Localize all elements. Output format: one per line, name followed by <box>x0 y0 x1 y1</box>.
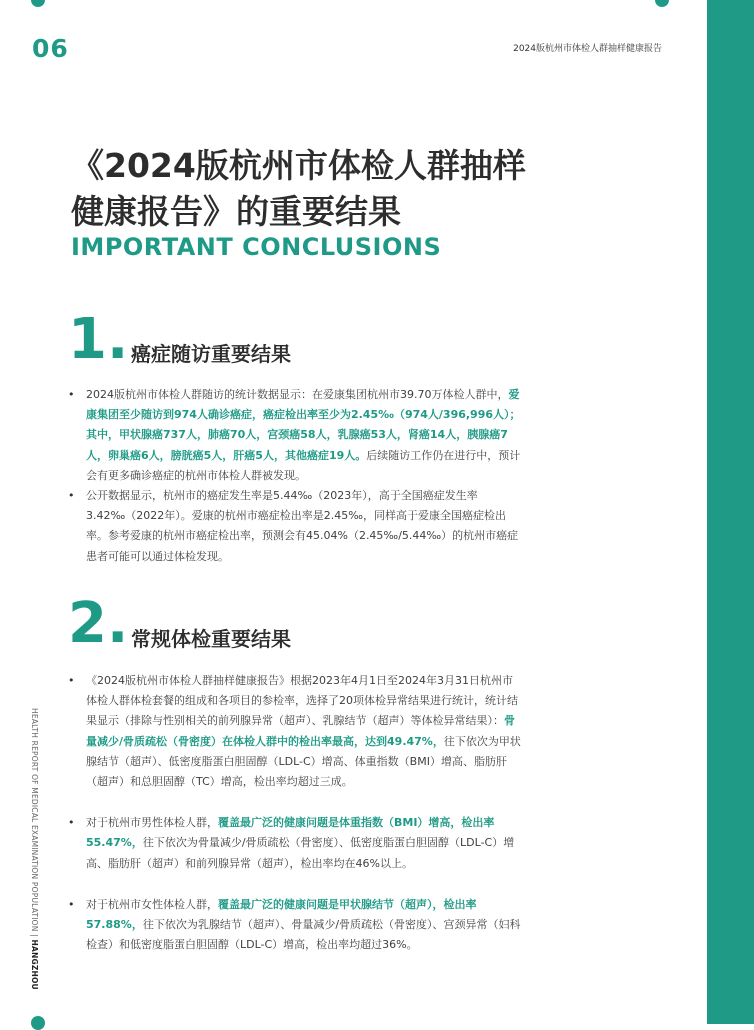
corner-dot-top-left <box>31 0 45 7</box>
bullet-highlight: 覆盖最广泛的健康问题是体重指数（BMI）增高，检出率55.47%， <box>86 816 495 850</box>
bullet-text: 对于杭州市男性体检人群， <box>86 816 218 830</box>
section-2-title: 常规体检重要结果 <box>131 627 291 651</box>
side-label-main: HEALTH REPORT OF MEDICAL EXAMINATION POPULATION <box>30 708 39 932</box>
corner-dot-top-right <box>655 0 669 7</box>
side-label-city: HANGZHOU <box>30 939 39 990</box>
running-header: 2024版杭州市体检人群抽样健康报告 <box>513 44 662 54</box>
bullet-item <box>68 486 523 567</box>
page-title <box>71 143 631 235</box>
right-accent-bar <box>707 0 754 1024</box>
bullet-text: 公开数据显示，杭州市的癌症发生率是5.44‰（2023年），高于全国癌症发生率3.42‰（2022年）。爱康的杭州市癌症检出率是2.45‰，同样高于爱康全国癌症检出率。参考爱康的杭州市癌症检出率，预测会有45.04%（2.45‰/5.44‰）的杭州市癌症患者可能可以通过体检发现。 <box>86 489 519 563</box>
bullet-item <box>68 671 523 792</box>
page-title-line-1: 《2024版杭州市体检人群抽样 <box>71 146 526 185</box>
side-label-separator: | <box>30 934 39 937</box>
side-vertical-label <box>30 708 39 990</box>
bullet-highlight: 爱康集团至少随访到974人确诊癌症，癌症检出率至少为2.45‰（974人/396,996人）；其中，甲状腺癌737人，肺癌70人，宫颈癌58人，乳腺癌53人，肾癌14人，胰腺癌7人，卵巢癌6人，膀胱癌5人，肝癌5人，其他癌症19人。 <box>86 388 521 462</box>
bullet-text: 往下依次为甲状腺结节（超声）、低密度脂蛋白胆固醇（LDL-C）增高、体重指数（BMI）增高、脂肪肝（超声）和总胆固醇（TC）增高，检出率均超过三成。 <box>86 734 521 789</box>
bullet-highlight: 骨量减少/骨质疏松（骨密度）在体检人群中的检出率最高，达到49.47%， <box>86 714 515 748</box>
page-number: 06 <box>32 34 69 63</box>
page-subtitle: IMPORTANT CONCLUSIONS <box>71 233 442 261</box>
bullet-item <box>68 895 523 956</box>
bullet-highlight: 覆盖最广泛的健康问题是甲状腺结节（超声），检出率57.88%， <box>86 897 477 932</box>
page-title-line-2: 健康报告》的重要结果 <box>71 192 401 231</box>
section-2-number: 2. <box>68 591 129 656</box>
section-1-number: 1. <box>68 307 129 372</box>
bullet-item <box>68 385 523 486</box>
bullet-text: 2024版杭州市体检人群随访的统计数据显示：在爱康集团杭州市39.70万体检人群中， <box>86 388 509 401</box>
bullet-item <box>68 813 523 874</box>
section-1-title: 癌症随访重要结果 <box>131 342 291 366</box>
corner-dot-bottom-left <box>31 1016 45 1030</box>
bullet-text: 往下依次为骨量减少/骨质疏松（骨密度）、低密度脂蛋白胆固醇（LDL-C）增高、脂肪肝（超声）和前列腺异常（超声），检出率均在46%以上。 <box>86 836 515 870</box>
bullet-text: 往下依次为乳腺结节（超声）、骨量减少/骨质疏松（骨密度）、宫颈异常（妇科检查）和低密度脂蛋白胆固醇（LDL-C）增高，检出率均超过36%。 <box>86 918 521 952</box>
section-1-bullets <box>68 385 523 567</box>
bullet-text: 后续随访工作仍在进行中，预计会有更多确诊癌症的杭州市体检人群被发现。 <box>86 448 521 482</box>
section-2-bullets <box>68 671 523 976</box>
bullet-text: 对于杭州市女性体检人群， <box>86 897 218 911</box>
bullet-text: 《2024版杭州市体检人群抽样健康报告》根据2023年4月1日至2024年3月31日杭州市体检人群体检套餐的组成和各项目的参检率，选择了20项体检异常结果进行统计，统计结果显示（排除与性别相关的前列腺异常（超声）、乳腺结节（超声）等体检异常结果）： <box>86 674 518 728</box>
